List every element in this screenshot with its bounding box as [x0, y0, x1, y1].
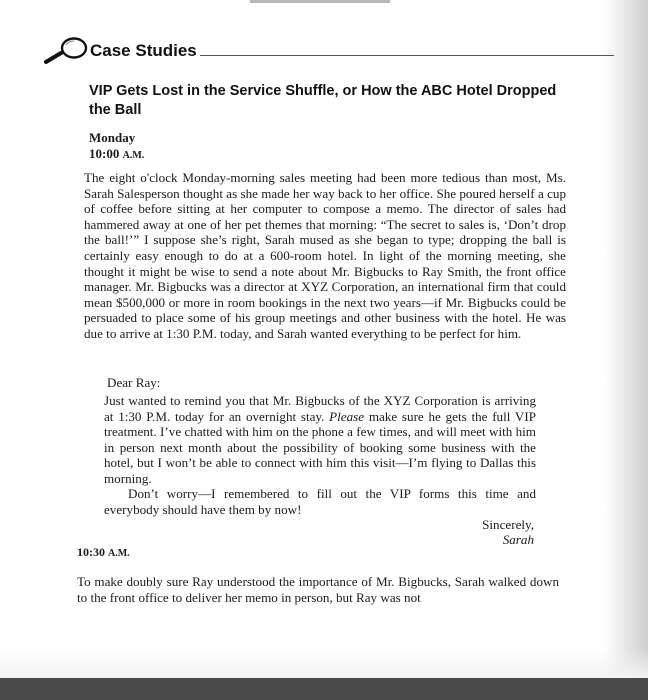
- magnifying-glass-icon: [44, 36, 88, 66]
- time-heading-2: 10:30 A.M.: [77, 545, 130, 559]
- case-study-title: VIP Gets Lost in the Service Shuffle, or How the ABC Hotel Dropped the Ball: [89, 83, 557, 118]
- page-bottom-edge: [0, 678, 648, 700]
- page-binding-shadow: [604, 0, 648, 700]
- memo-closing: Sincerely,: [482, 517, 534, 532]
- memo-salutation: Dear Ray:: [107, 375, 161, 390]
- section-title: Case Studies: [90, 41, 197, 60]
- memo-paragraph-1: Just wanted to remind you that Mr. Bigbucks of the XYZ Corporation is arriving at 1:30 P.M. today for an overnight stay. Please make sure he gets the full VIP treatment. I’ve chatted with him on the phone a few times, and will meet with him in person next month about the possibility of booking some business with the hotel, but I won’t be able to connect with him this visit—I’m flying to Dallas this morning.: [104, 393, 536, 486]
- day-heading: Monday: [89, 130, 136, 145]
- header-rule: [200, 55, 614, 56]
- section-header: [44, 36, 584, 66]
- memo-paragraph-2: Don’t worry—I remembered to fill out the VIP forms this time and everybody should have them by now!: [104, 486, 536, 517]
- narrative-paragraph-1: The eight o'clock Monday-morning sales meeting had been more tedious than most, Ms. Sarah Salesperson thought as she made her way back to her office. She poured herself a cup of coffee before sitting at her computer to compose a memo. The director of sales had hammered away at one of her pet themes that morning: “The secret to sales is, ‘Don’t drop the ball!’” I suppose she’s right, Sarah mused as she began to type; dropping the ball is certainly easy enough to do at a 600-room hotel. In light of the morning meeting, she thought it might be wise to send a note about Mr. Bigbucks to Ray Smith, the front office manager. Mr. Bigbucks was a director at XYZ Corporation, an international firm that could mean $500,000 or more in room bookings in the next two years—if Mr. Bigbucks could be persuaded to place some of his group meetings and other business with the hotel. He was due to arrive at 1:30 P.M. today, and Sarah wanted everything to be perfect for him.: [84, 170, 566, 341]
- time-heading-1: 10:00 A.M.: [89, 146, 145, 161]
- memo-signature: Sarah: [502, 532, 534, 547]
- page-bottom-shadow: [0, 648, 648, 678]
- narrative-paragraph-2: To make doubly sure Ray understood the importance of Mr. Bigbucks, Sarah walked down to the front office to deliver her memo in person, but Ray was not: [77, 574, 559, 605]
- page-top-rule: [250, 0, 390, 3]
